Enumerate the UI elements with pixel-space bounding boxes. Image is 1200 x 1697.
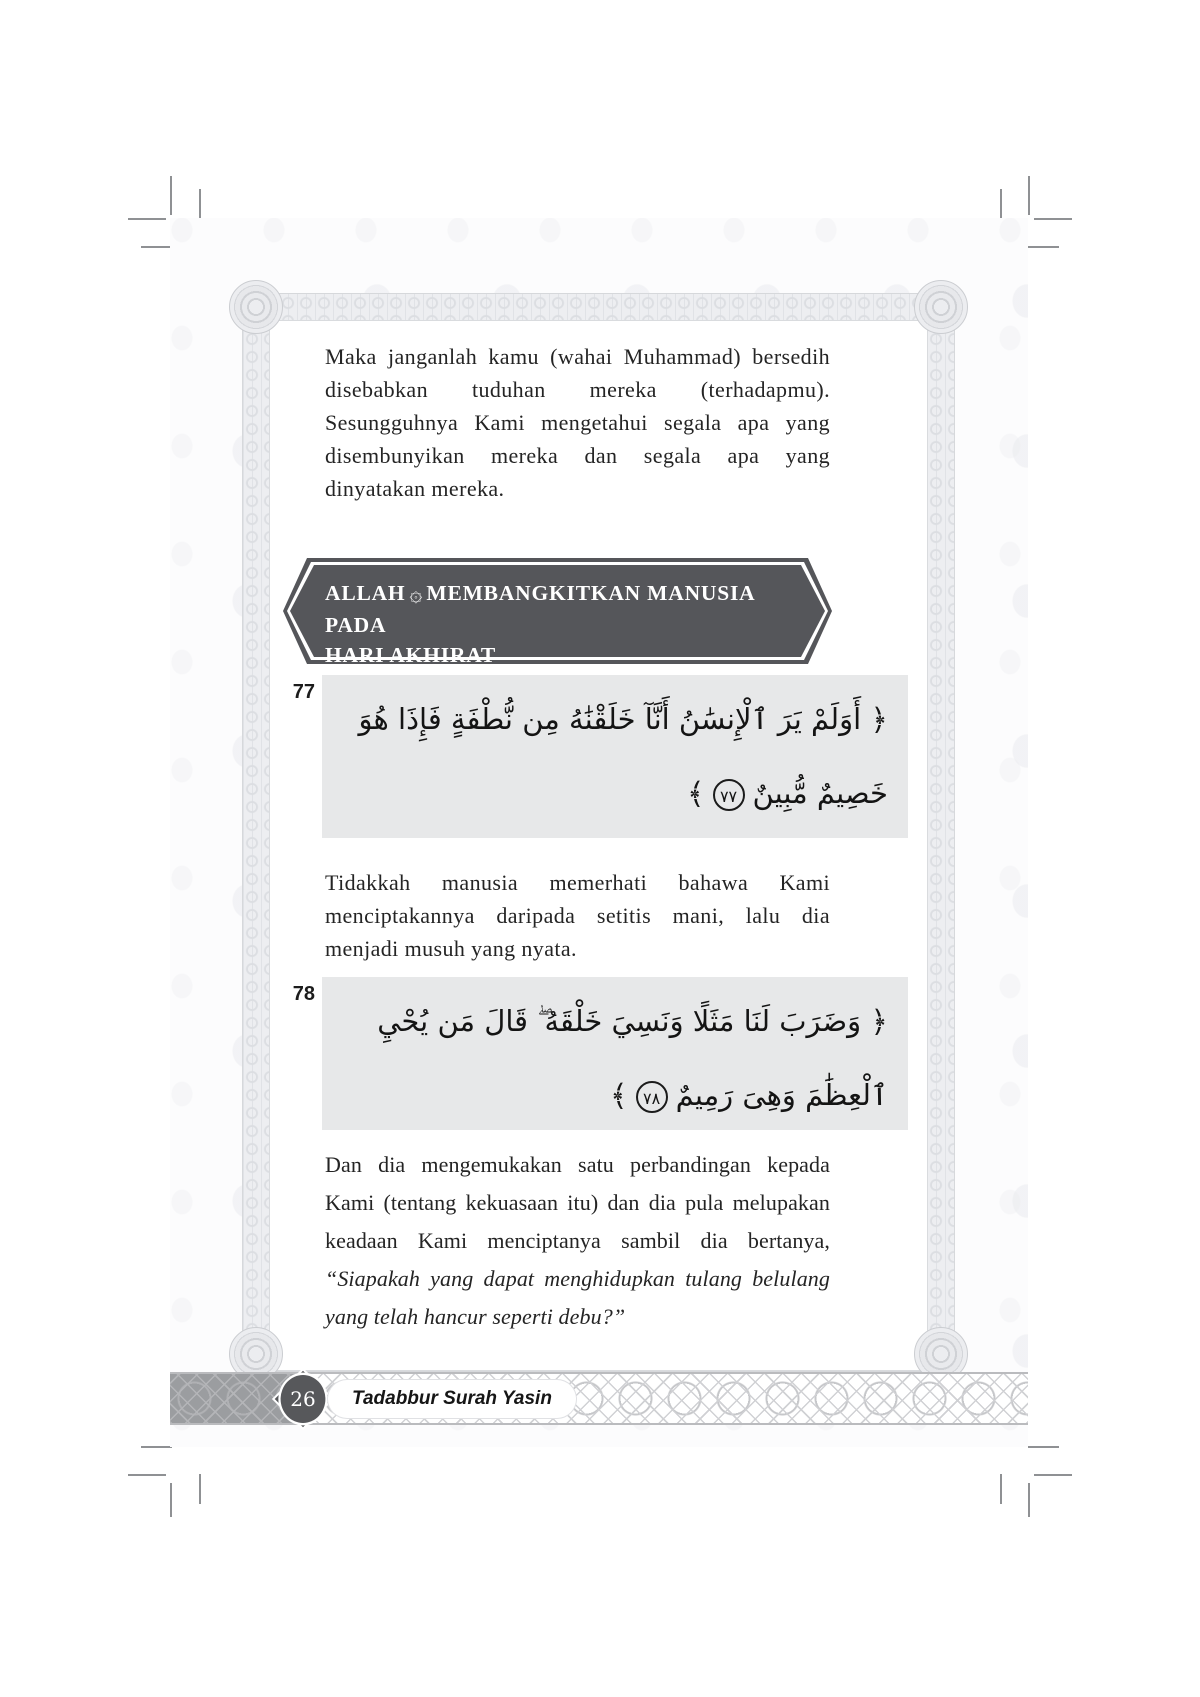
crop-mark: [1028, 1483, 1030, 1517]
running-title-pill: [328, 1380, 576, 1418]
quran-verse-box-77: [322, 675, 908, 838]
page-number: 26: [290, 1387, 316, 1411]
translation-regular-part: Dan dia mengemukakan satu perbandingan kepada Kami (tentang kekuasaan itu) dan dia pula melupakan keadaan Kami menciptanya sambil dia bertanya,: [325, 1152, 830, 1253]
section-heading-banner: [283, 558, 832, 667]
verse-number-label: 78: [292, 983, 315, 1005]
crop-mark: [1028, 246, 1059, 248]
jalla-jalaluhu-icon: ۞: [409, 582, 423, 607]
crop-mark: [170, 176, 172, 215]
translation-paragraph-78: [325, 1146, 830, 1336]
page-number-medallion: [272, 1365, 334, 1433]
verse-number-label: 77: [292, 681, 315, 703]
ayah-number-roundel: ٧٧: [713, 779, 745, 811]
ornate-close-paren-icon: ﴾: [686, 777, 705, 812]
crop-mark: [1028, 176, 1030, 215]
crop-mark: [1000, 189, 1002, 221]
arabic-text: وَضَرَبَ لَنَا مَثَلًا وَنَسِيَ خَلْقَهُ ۖ قَالَ مَن يُحْيِ: [377, 1004, 862, 1038]
arabic-line: [342, 757, 888, 831]
crop-mark: [170, 1483, 172, 1517]
arabic-line: [342, 1059, 888, 1133]
footer-band: [170, 1372, 1028, 1425]
translation-italic-quote: “Siapakah yang dapat menghidupkan tulang belulang yang telah hancur seperti debu?”: [325, 1266, 830, 1329]
book-page: [170, 218, 1028, 1447]
crop-mark: [1028, 1446, 1059, 1448]
ayah-number-roundel: ٧٨: [636, 1081, 668, 1113]
crop-mark: [128, 1474, 166, 1476]
crop-mark: [141, 246, 172, 248]
corner-rosette-icon: [914, 280, 968, 334]
translation-paragraph-77: Tidakkah manusia memerhati bahawa Kami menciptakannya daripada setitis mani, lalu dia menjadi musuh yang nyata.: [325, 870, 830, 961]
crop-mark: [128, 218, 166, 220]
quran-verse-box-78: [322, 977, 908, 1130]
section-heading-text: [325, 578, 802, 670]
heading-line2: HARI AKHIRAT: [325, 643, 497, 667]
heading-word-allah: ALLAH: [325, 581, 406, 605]
crop-mark: [141, 1446, 172, 1448]
book-title: Tadabbur Surah Yasin: [352, 1388, 552, 1409]
arabic-text: أَوَلَمْ يَرَ ٱلْإِنسَٰنُ أَنَّآ خَلَقْنَٰهُ مِن نُّطْفَةٍ فَإِذَا هُوَ: [358, 702, 862, 736]
ornate-close-paren-icon: ﴾: [610, 1079, 628, 1114]
crop-mark: [1034, 1474, 1072, 1476]
crop-mark: [1000, 1474, 1002, 1504]
arabic-line: [342, 985, 888, 1059]
translation-paragraph-top: Maka janganlah kamu (wahai Muhammad) bersedih disebabkan tuduhan mereka (terhadapmu). Sesungguhnya Kami mengetahui segala apa yang disembunyikan mereka dan segala apa yang dinyatakan mereka.: [325, 344, 830, 501]
crop-mark: [199, 1474, 201, 1504]
crop-mark: [199, 189, 201, 221]
arabic-line: [342, 683, 888, 757]
heading-line1-rest: MEMBANGKITKAN MANUSIA PADA: [325, 581, 755, 637]
corner-rosette-icon: [229, 280, 283, 334]
ornate-open-paren-icon: ﴿: [870, 703, 888, 738]
arabic-text: ٱلْعِظَٰمَ وَهِىَ رَمِيمٌ: [675, 1078, 888, 1112]
crop-mark: [1034, 218, 1072, 220]
arabic-text: خَصِيمٌ مُّبِينٌ: [752, 776, 888, 810]
ornate-open-paren-icon: ﴿: [870, 1005, 888, 1040]
